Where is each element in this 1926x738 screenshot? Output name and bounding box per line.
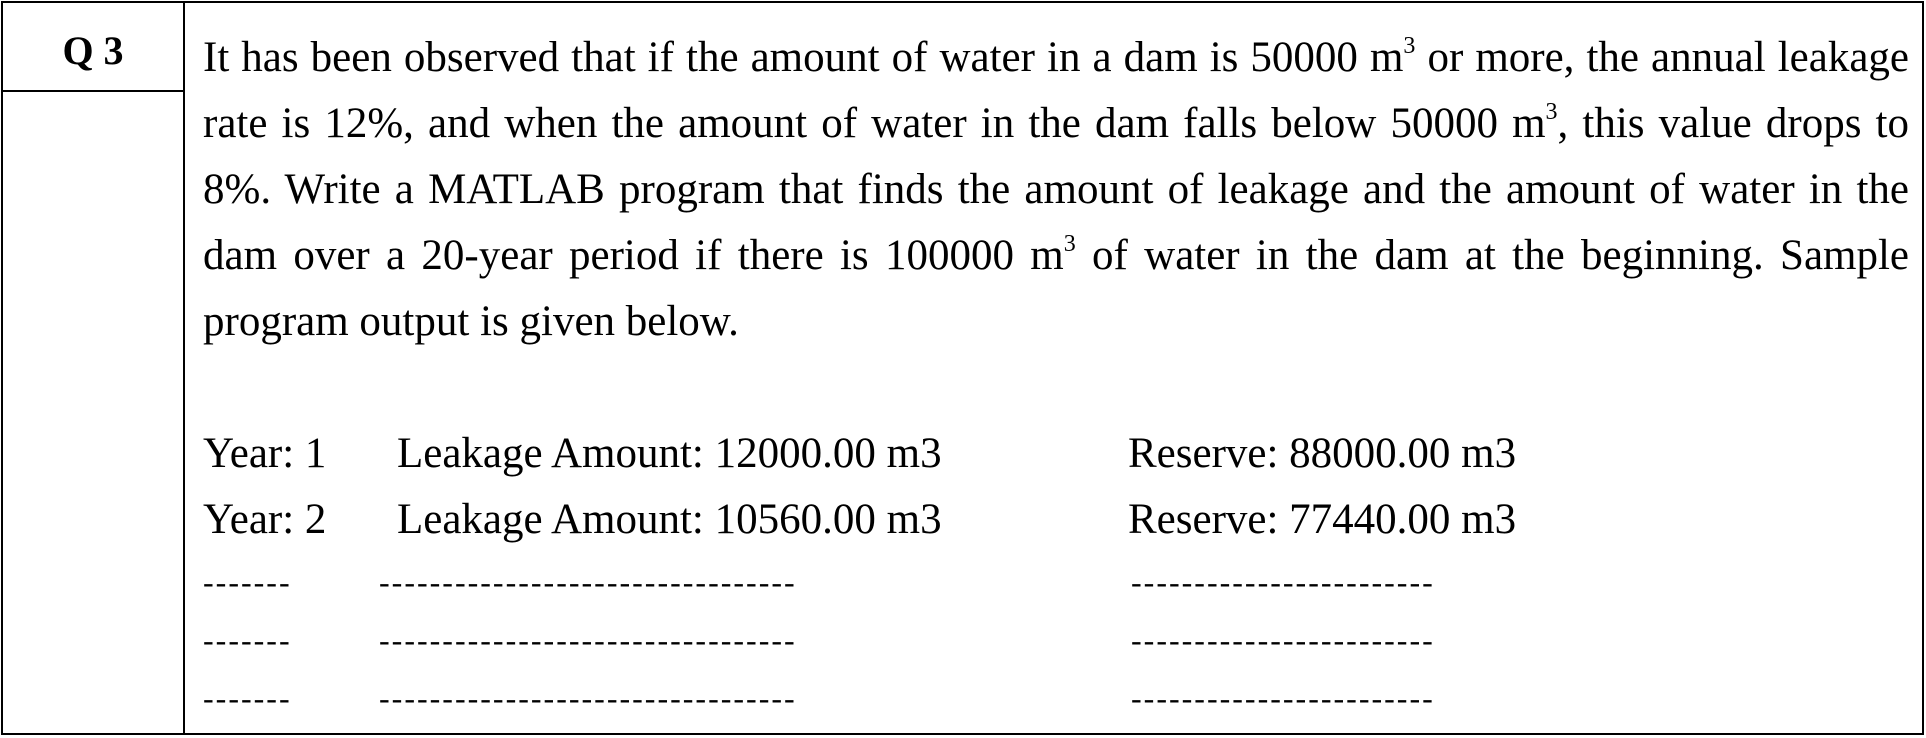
- year-label: Year: 2: [203, 496, 327, 543]
- sample-output: [203, 421, 1909, 727]
- question-number-column: [3, 3, 185, 733]
- year-placeholder: -------: [203, 680, 292, 716]
- reserve-amount: Reserve: 88000.00 m3: [1128, 430, 1517, 477]
- year-placeholder: -------: [203, 564, 292, 600]
- question-text: [203, 25, 1909, 355]
- year-label: Year: 1: [203, 430, 327, 477]
- reserve-placeholder: ------------------------: [1131, 564, 1435, 600]
- placeholder-row: [203, 611, 1909, 669]
- question-number-cell: [3, 3, 183, 92]
- superscript-3: 3: [1545, 99, 1558, 125]
- question-text-part-1: It has been observed that if the amount of water in a dam is 50000 m: [203, 34, 1404, 81]
- question-text-part-2: or more, the annual leakage rate is 12%, and when the amount of water in the dam falls below 50000 m: [203, 34, 1909, 147]
- year-placeholder: -------: [203, 622, 292, 658]
- leakage-placeholder: ---------------------------------: [379, 564, 797, 600]
- sample-output-row: [203, 421, 1909, 487]
- placeholder-row: [203, 669, 1909, 727]
- question-text-part-3: , this value drops to 8%. Write a MATLAB program that finds the amount of leakage and the amount of water in the dam over a 20-year period if there is 100000 m: [203, 100, 1910, 279]
- superscript-3: 3: [1403, 33, 1416, 59]
- leakage-placeholder: ---------------------------------: [379, 622, 797, 658]
- leakage-amount: Leakage Amount: 12000.00 m3: [397, 430, 942, 477]
- question-number: Q 3: [62, 28, 124, 73]
- reserve-placeholder: ------------------------: [1131, 622, 1435, 658]
- leakage-placeholder: ---------------------------------: [379, 680, 797, 716]
- sample-output-row: [203, 487, 1909, 553]
- superscript-3: 3: [1063, 231, 1076, 257]
- question-text-part-4: of water in the dam at the beginning. Sample program output is given below.: [203, 232, 1910, 345]
- question-content: [203, 3, 1910, 716]
- reserve-placeholder: ------------------------: [1131, 680, 1435, 716]
- reserve-amount: Reserve: 77440.00 m3: [1128, 496, 1517, 543]
- placeholder-row: [203, 553, 1909, 611]
- question-table: [1, 1, 1924, 735]
- leakage-amount: Leakage Amount: 10560.00 m3: [397, 496, 942, 543]
